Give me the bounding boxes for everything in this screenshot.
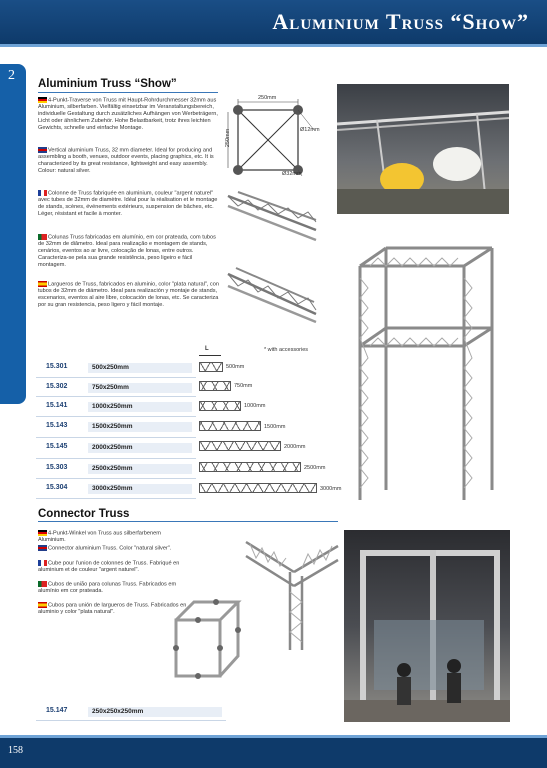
portugal-flag-icon — [38, 581, 47, 587]
desc-es: Largueros de Truss, fabricados en aluminio, color "plata natural", con tubos de 32mm de diámetro. Ideal para realización y montaje de stands, escenarios, eventos al aire libre, colocación de lonas, etc. Se caracteriza por su gran resistencia, peso ligero y fácil montaje. — [38, 281, 219, 309]
spain-flag-icon — [38, 281, 47, 287]
section-title-show-truss: Aluminium Truss “Show” — [38, 78, 177, 90]
section-title-connector-truss: Connector Truss — [38, 508, 130, 520]
desc-pt: Colunas Truss fabricadas em alumínio, em cor prateada, com tubos de 32mm de diâmetro. Ideal para realização e montagem de stands, cenários, eventos ao ar livre, colocação de lonas, entre outros. Caracteriza-se pela sua grande resistência, peso ligeiro e fácil montagem. — [38, 234, 216, 269]
connector-desc-pt: Cubos de união para colunas Truss. Fabricados em alumínio em cor prateada. — [38, 581, 177, 595]
truss-perspective-image-1 — [224, 188, 320, 246]
desc-de: 4-Punkt-Traverse von Truss mit Haupt-Rohrdurchmesser 32mm aus Aluminium, silberfarben. Vielfältig einsetzbar im Veranstaltungsbereich, individuelle Gestaltung durch zusätzliches Aufhängen von Werbeträgern, Licht oder ähnlichem Zubehör. Hohe Belastbarkeit, trotz ihres leichten Gewichts, schnelle und einfache Montage. — [38, 97, 218, 132]
table-row: 15.145 2000x250mm — [36, 440, 316, 456]
chapter-number: 2 — [8, 68, 15, 83]
desc-en: Vertical aluminium Truss, 32 mm diameter. Ideal for producing and assembling a booth, venues, outdoor events, placing graphics, etc. It is characterized by its great resistance, lightweight and easy assembly. Colour: natural silver. — [38, 147, 214, 175]
table-row: 15.147 250x250x250mm — [36, 704, 316, 720]
connector-desc-fr: Cube pour l'union de colonnes de Truss. Fabriqué en aluminium et de couleur "argent naturel". — [38, 560, 180, 574]
connector-desc-es: Cubos para unión de largueros de Truss. Fabricados en aluminio y color "plata natural". — [38, 602, 187, 616]
length-label: 750mm — [234, 383, 253, 389]
desc-fr: Colonne de Truss fabriquée en aluminium, couleur "argent naturel" avec tubes de 32mm de diamètre. Idéal pour la réalisation et le montage de stands, scènes, événements extérieurs, suspension de bâches, etc. Léger, résistant et facile à monter. — [38, 190, 218, 218]
row-divider — [36, 437, 196, 438]
table-row: 15.303 2500x250mm — [36, 461, 316, 477]
truss-bar-500 — [199, 362, 223, 372]
length-label: 2000mm — [284, 444, 306, 450]
length-indicator-label: L — [205, 346, 209, 352]
exhibition-photo — [337, 84, 509, 214]
section-rule — [38, 92, 218, 93]
row-divider — [36, 478, 196, 479]
length-label: 3000mm — [320, 486, 342, 492]
germany-flag-icon — [38, 97, 47, 103]
france-flag-icon — [38, 560, 47, 566]
uk-flag-icon — [38, 147, 47, 153]
accessories-note: * with accessories — [264, 347, 309, 353]
row-divider — [36, 396, 196, 397]
chapter-tab — [0, 64, 26, 404]
cross-section-diagram — [222, 92, 332, 184]
spain-flag-icon — [38, 602, 47, 608]
footer-stripe — [0, 735, 547, 738]
length-label: 1500mm — [264, 424, 286, 430]
truss-perspective-image-2 — [224, 266, 320, 324]
uk-flag-icon — [38, 545, 47, 551]
france-flag-icon — [38, 190, 47, 196]
truss-bar-2500 — [199, 462, 301, 472]
row-divider — [36, 416, 196, 417]
length-label: 1000mm — [244, 403, 266, 409]
truss-tower-illustration — [346, 228, 506, 510]
table-row: 15.141 1000x250mm — [36, 399, 316, 415]
length-label: 2500mm — [304, 465, 326, 471]
portugal-flag-icon — [38, 234, 47, 240]
truss-bar-1500 — [199, 421, 261, 431]
main-tube-label: Ø32mm — [282, 171, 302, 177]
table-row: 15.302 750x250mm — [36, 380, 316, 396]
row-divider — [36, 498, 196, 499]
tube-diameter-label: Ø12mm — [300, 127, 320, 133]
connector-cube-illustration — [170, 594, 244, 686]
booth-photo — [344, 530, 510, 722]
row-divider — [36, 720, 226, 721]
height-label: 250mm — [225, 128, 232, 148]
length-indicator-line — [199, 355, 221, 356]
page-footer — [0, 735, 547, 768]
row-divider — [36, 458, 196, 459]
length-label: 500mm — [226, 364, 245, 370]
table-row: 15.304 3000x250mm — [36, 481, 316, 497]
section-rule — [38, 521, 338, 522]
row-divider — [36, 377, 196, 378]
truss-bar-1000 — [199, 401, 241, 411]
page-header — [0, 0, 547, 47]
page-number: 158 — [8, 745, 23, 756]
width-label: 250mm — [258, 95, 277, 101]
table-row: 15.143 1500x250mm — [36, 419, 316, 435]
connector-desc-en: Connector aluminium Truss. Color "natural silver". — [38, 545, 188, 552]
connector-desc-de: 4-Punkt-Winkel von Truss aus silberfarbenem Aluminium. — [38, 530, 161, 544]
germany-flag-icon — [38, 530, 47, 536]
truss-bar-2000 — [199, 441, 281, 451]
truss-bar-750 — [199, 381, 231, 391]
connector-perspective-image — [242, 532, 342, 652]
truss-bar-3000 — [199, 483, 317, 493]
header-title: Aluminium Truss “Show” — [272, 9, 529, 34]
table-row: 15.301 500x250mm — [36, 360, 316, 376]
